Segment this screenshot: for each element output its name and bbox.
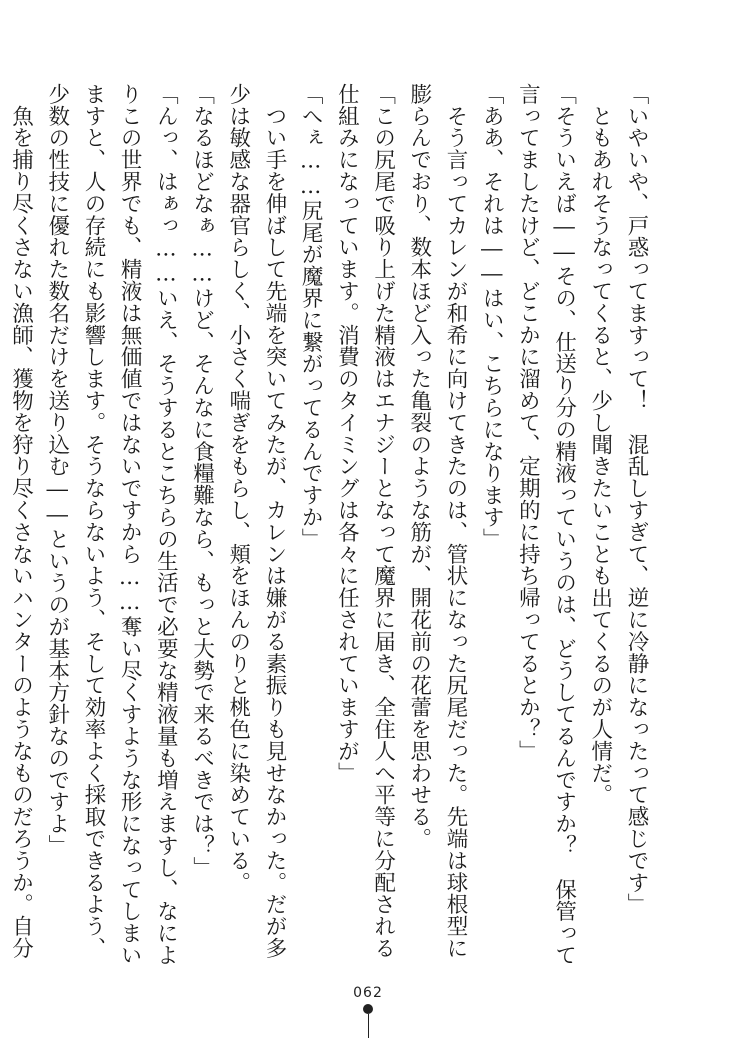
text-line: 「なるほどなぁ……けど、そんなに食糧難なら、もっと大勢で来るべきでは？」 bbox=[189, 83, 215, 879]
ornament-stem bbox=[368, 1014, 369, 1038]
text-line: ともあれそうなってくると、少し聞きたいことも出てくるのが人情だ。 bbox=[587, 83, 613, 806]
text-line: 「ああ、それは――はい、こちらになります」 bbox=[479, 83, 505, 550]
text-line: 「この尻尾で吸り上げた精液はエナジーとなって魔界に届き、全住人へ平等に分配される bbox=[370, 83, 396, 959]
body-text bbox=[8, 83, 654, 966]
text-line: ますと、人の存続にも影響します。そうならないよう、そして効率よく採取できるよう、 bbox=[80, 83, 106, 959]
text-line: つい手を伸ばして先端を突いてみたが、カレンは嫌がる素振りも見せなかった。だが多 bbox=[261, 83, 287, 959]
ornament-dot bbox=[363, 1004, 373, 1014]
text-line: 言ってましたけど、どこかに溜めて、定期的に持ち帰ってるとか？」 bbox=[515, 83, 541, 762]
text-line: 「んっ、はぁっ……いえ、そうするとこちらの生活で必要な精液量も増えますし、なによ bbox=[153, 83, 179, 966]
text-line: 仕組みになっています。消費のタイミングは各々に任されていますが」 bbox=[334, 83, 360, 784]
text-line: 「へぇ……尻尾が魔界に繋がってるんですか」 bbox=[298, 83, 324, 550]
text-line: そう言ってカレンが和希に向けてきたのは、管状になった尻尾だった。先端は球根型に bbox=[442, 83, 468, 959]
text-line: 「いやいや、戸惑ってますって！ 混乱しすぎて、逆に冷静になったって感じです」 bbox=[624, 83, 649, 916]
text-line: りこの世界でも、精液は無価値ではないですから……奪い尽くすような形になってしまい bbox=[117, 83, 143, 966]
text-line: 魚を捕り尽くさない漁師、獲物を狩り尽くさないハンターのようなものだろうか。自分 bbox=[8, 83, 34, 959]
text-line: 膨らんでおり、数本ほど入った亀裂のような筋が、開花前の花蕾を思わせる。 bbox=[406, 83, 432, 850]
page-number: 062 bbox=[353, 985, 383, 1001]
text-line: 少数の性技に優れた数名だけを送り込む――というのが基本方針なのですよ」 bbox=[44, 83, 70, 857]
text-line: 少は敏感な器官らしく、小さく喘ぎをもらし、頬をほんのりと桃色に染めている。 bbox=[225, 83, 251, 894]
text-line: 「そういえば――その、仕送り分の精液っていうのは、どうしてるんですか？ 保管って bbox=[551, 83, 577, 966]
